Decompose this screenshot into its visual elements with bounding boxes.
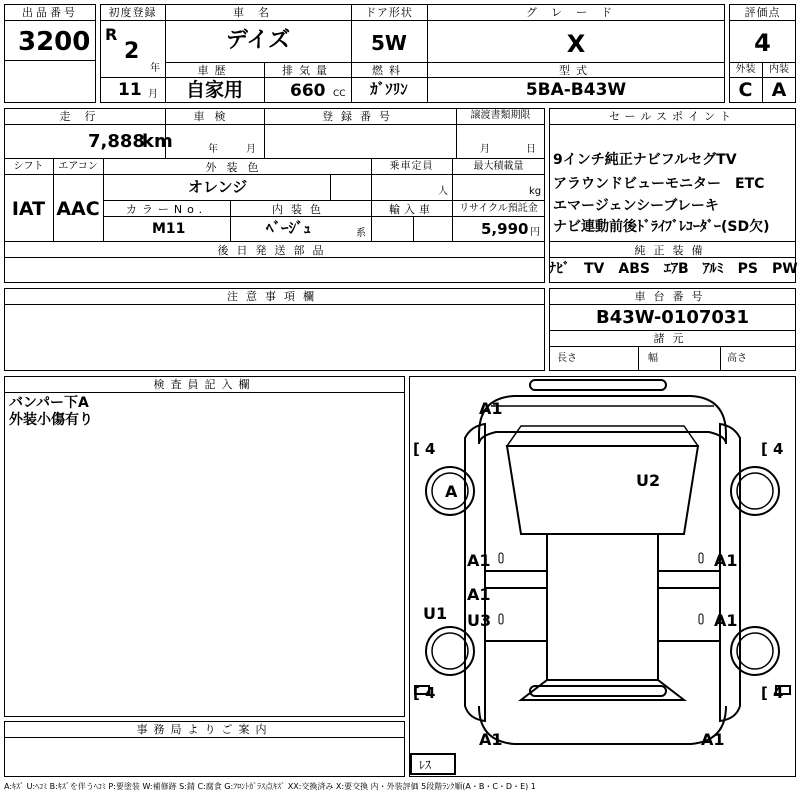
year-value: 2 (124, 39, 140, 64)
sales-line-3: エマージェンシーブレーキ (553, 198, 719, 214)
transfer-month: 月 (480, 144, 490, 155)
month-unit: 月 (148, 89, 158, 100)
recycle-label: リサイクル預託金 (459, 203, 538, 214)
car-name-label: 車名 (233, 6, 283, 19)
score: 4 (754, 29, 771, 57)
interior-grade: A (771, 79, 787, 101)
import-label: 輸入車 (389, 203, 434, 216)
mark-door-rl-1: A1 (467, 585, 491, 604)
recycle: 5,990 (481, 220, 529, 238)
chassis-label: 車台番号 (634, 290, 711, 303)
inspection-label: 車検 (193, 110, 236, 123)
rest-box (411, 754, 455, 774)
int-color: ﾍﾞｰｼﾞｭ (266, 219, 312, 237)
fuel-label: 燃料 (372, 64, 406, 77)
grade-label: グレード (526, 6, 626, 19)
tire-depth-fr: 4 (773, 440, 784, 458)
sales-line-2: アラウンドビューモニター ETC (553, 176, 765, 192)
era: R (105, 25, 118, 44)
windshield-outline (507, 446, 698, 534)
sales-line-1: 9インチ純正ナビフルセグTV (553, 152, 737, 168)
chassis-number: B43W-0107031 (596, 307, 749, 328)
displacement: 660 (290, 81, 326, 101)
svg-text:[: [ (413, 684, 420, 702)
load-unit: kg (529, 186, 542, 197)
color-no-label: カラーNo. (125, 203, 208, 216)
door-label: ドア形状 (365, 6, 413, 19)
tire-depth-rl: 4 (425, 684, 436, 702)
month-value: 11 (118, 80, 142, 100)
model-label: 型式 (559, 64, 593, 77)
car-damage-diagram (409, 376, 796, 777)
shift-label: シフト (13, 161, 44, 172)
history: 自家用 (185, 79, 243, 101)
legend: A:ｷｽﾞ U:ﾍｺﾐ B:ｷｽﾞを伴うﾍｺﾐ P:要塗装 W:補修跡 S:錆 C:腐食 G:ﾌﾛﾝﾄｶﾞﾗｽ点ｷｽﾞ XX:交換済み X:要交換 内・外装評価 5段階ﾗﾝｸ順(A・B・C・D・E) 1 (4, 782, 536, 791)
equip-label: 純正装備 (634, 244, 711, 257)
mark-door-rl-2: U3 (467, 611, 492, 630)
score-label: 評価点 (744, 6, 781, 19)
mark-door-rr: A1 (714, 611, 738, 630)
length-label: 長さ (557, 353, 577, 364)
mark-door-fl: A1 (467, 551, 491, 570)
sales-label: セールスポイント (608, 110, 736, 123)
later-parts-label: 後日発送部品 (217, 244, 332, 257)
exterior-grade: C (738, 79, 753, 101)
sales-line-4: ナビ連動前後ﾄﾞﾗｲﾌﾞﾚｺｰﾀﾞｰ(SD欠) (553, 219, 770, 235)
svg-text:[: [ (761, 684, 768, 702)
year-unit: 年 (150, 63, 160, 74)
mark-rear-bl: A1 (479, 730, 503, 749)
transfer-day: 日 (526, 144, 536, 155)
tire-rear-left (426, 627, 474, 675)
reg-no-label: 登録番号 (322, 110, 398, 123)
capacity-unit: 人 (438, 186, 448, 197)
front-bumper-outline (530, 380, 666, 390)
rear-bumper-outline (530, 686, 666, 696)
tire-depth-rr: 4 (773, 684, 784, 702)
rear-panel-outline (479, 706, 726, 744)
cc-unit: CC (333, 89, 346, 99)
roof-outline (547, 534, 658, 680)
inspector-note-2: 外装小傷有り (9, 412, 93, 428)
right-side-outline (720, 424, 740, 721)
notes-label: 注意事項欄 (227, 290, 322, 303)
mark-front-tire-left: A (445, 482, 458, 501)
fuel: ｶﾞｿﾘﾝ (370, 80, 408, 98)
capacity-label: 乗車定員 (389, 161, 434, 172)
ac: AAC (56, 198, 100, 220)
office-label: 事務局よりご案内 (136, 723, 273, 736)
hood-outline (479, 396, 726, 444)
mark-rear-br: A1 (701, 730, 725, 749)
ext-color: オレンジ (188, 178, 248, 196)
left-side-outline (465, 424, 485, 721)
height-label: 高さ (727, 353, 747, 364)
history-label: 車歴 (197, 64, 232, 77)
exterior-label: 外装 (735, 64, 756, 75)
displacement-label: 排気量 (282, 64, 333, 77)
model: 5BA-B43W (525, 80, 627, 100)
color-no: M11 (152, 221, 186, 237)
svg-text:[: [ (761, 440, 768, 458)
first-reg-label: 初度登録 (108, 6, 157, 19)
dims-label: 諸元 (653, 332, 692, 345)
tire-depth-fl: 4 (425, 440, 436, 458)
inspection-month-unit: 月 (246, 144, 256, 155)
interior-label: 内装 (769, 64, 789, 75)
ext-color-label: 外装色 (205, 161, 269, 174)
tire-front-right (731, 467, 779, 515)
inspector-note-1: バンパー下A (9, 395, 89, 411)
mark-side-left: U1 (423, 604, 448, 623)
int-color-unit: 系 (356, 228, 366, 239)
tire-rear-right (731, 627, 779, 675)
grade: X (566, 30, 586, 58)
mark-top-left: A1 (479, 399, 503, 418)
shift: IAT (11, 198, 46, 220)
inspection-year-unit: 年 (208, 144, 218, 155)
mileage-label: 走行 (59, 110, 110, 123)
inspector-label: 検査員記入欄 (153, 378, 256, 391)
lot-number: 3200 (18, 27, 91, 57)
mark-door-fr: A1 (714, 551, 738, 570)
width-label: 幅 (648, 353, 658, 364)
int-color-label: 内装色 (272, 203, 329, 216)
recycle-unit: 円 (530, 227, 540, 238)
lot-label: 出品番号 (22, 6, 78, 19)
load-label: 最大積載量 (473, 161, 524, 172)
svg-text:[: [ (413, 440, 420, 458)
mark-roof: U2 (636, 471, 661, 490)
mileage-unit: km (142, 131, 173, 152)
rest-label: ﾚｽ (419, 758, 432, 772)
transfer-label: 譲渡書類期限 (470, 110, 531, 121)
door-type: 5W (371, 31, 407, 55)
car-name: デイズ (225, 28, 291, 53)
ac-label: エアコン (58, 161, 98, 172)
equip-list: ﾅﾋﾞ TV ABS ｴｱB ｱﾙﾐ PS PW (549, 261, 798, 277)
mileage: 7,888 (88, 131, 145, 152)
